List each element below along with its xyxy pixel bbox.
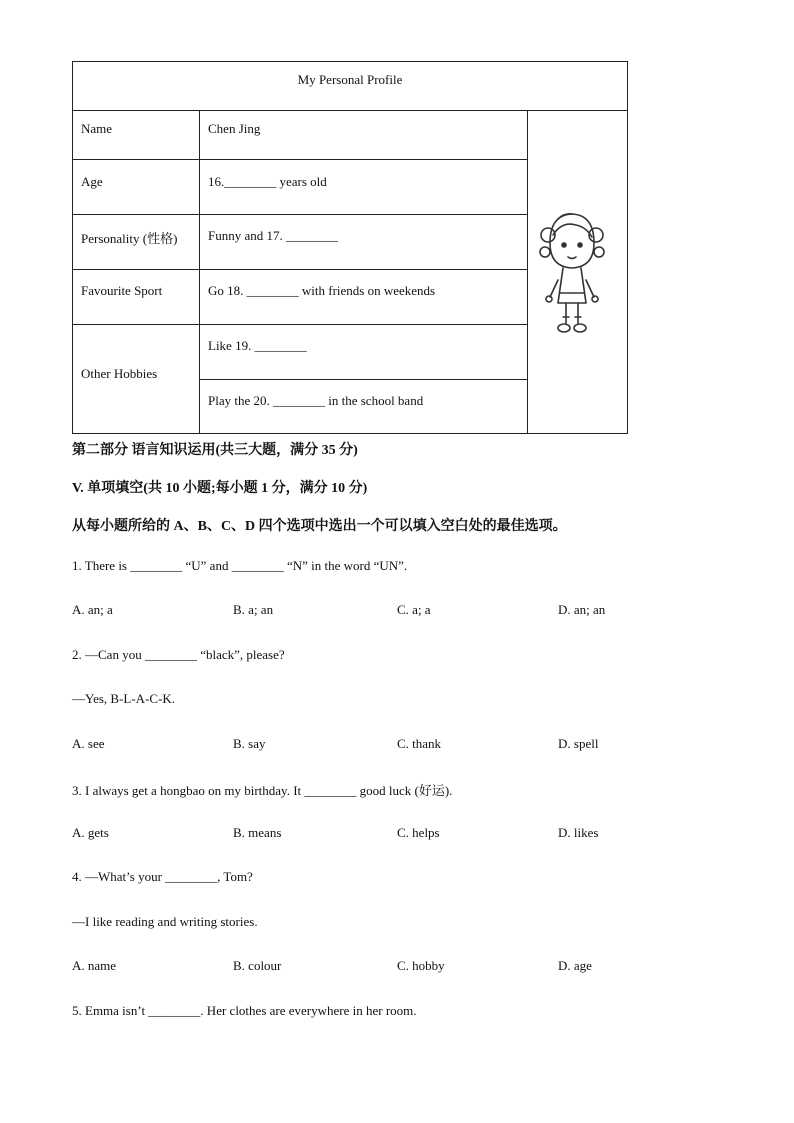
- table-rule: [527, 110, 528, 434]
- option-a: A. an; a: [72, 602, 113, 617]
- row-value: Chen Jing: [208, 121, 261, 136]
- table-rule: [72, 269, 527, 270]
- table-rule: [72, 159, 527, 160]
- question-stem: 5. Emma isn’t ________. Her clothes are everywhere in her room.: [72, 1003, 417, 1018]
- part-heading: 第二部分 语言知识运用(共三大题，满分 35 分): [72, 443, 358, 458]
- row-label: Personality (性格): [81, 231, 178, 246]
- question-stem: 1. There is ________ “U” and ________ “N” in the word “UN”.: [72, 558, 408, 573]
- option-d: D. likes: [558, 825, 599, 840]
- option-b: B. colour: [233, 958, 282, 973]
- table-rule: [72, 324, 527, 325]
- row-value: 16.________ years old: [208, 174, 327, 189]
- option-b: B. say: [233, 736, 266, 751]
- option-c: C. a; a: [397, 602, 431, 617]
- row-value: Funny and 17. ________: [208, 228, 338, 243]
- row-label: Age: [81, 174, 103, 189]
- section-heading: V. 单项填空(共 10 小题;每小题 1 分，满分 10 分): [72, 481, 368, 496]
- option-a: A. gets: [72, 825, 109, 840]
- table-rule: [72, 214, 527, 215]
- option-c: C. helps: [397, 825, 440, 840]
- table-rule: [72, 110, 628, 111]
- row-label: Other Hobbies: [81, 366, 158, 381]
- question-stem: 4. —What’s your ________, Tom?: [72, 869, 253, 884]
- option-d: D. spell: [558, 736, 599, 751]
- row-label: Favourite Sport: [81, 283, 163, 298]
- table-rule: [199, 110, 200, 434]
- option-a: A. see: [72, 736, 105, 751]
- option-c: C. thank: [397, 736, 442, 751]
- option-b: B. means: [233, 825, 282, 840]
- girl-illustration: [536, 205, 608, 345]
- question-stem: —I like reading and writing stories.: [72, 914, 258, 929]
- question-stem: 2. —Can you ________ “black”, please?: [72, 647, 285, 662]
- option-b: B. a; an: [233, 602, 274, 617]
- question-stem: —Yes, B-L-A-C-K.: [72, 691, 176, 706]
- row-value: Play the 20. ________ in the school band: [208, 393, 424, 408]
- option-a: A. name: [72, 958, 117, 973]
- row-value: Like 19. ________: [208, 338, 307, 353]
- option-d: D. an; an: [558, 602, 606, 617]
- option-c: C. hobby: [397, 958, 445, 973]
- option-d: D. age: [558, 958, 592, 973]
- question-stem: 3. I always get a hongbao on my birthday. It ________ good luck (好运).: [72, 783, 453, 798]
- profile-title: My Personal Profile: [297, 72, 403, 87]
- instruction: 从每小题所给的 A、B、C、D 四个选项中选出一个可以填入空白处的最佳选项。: [72, 519, 567, 534]
- row-label: Name: [81, 121, 113, 136]
- row-value: Go 18. ________ with friends on weekends: [208, 283, 436, 298]
- table-rule: [199, 379, 527, 380]
